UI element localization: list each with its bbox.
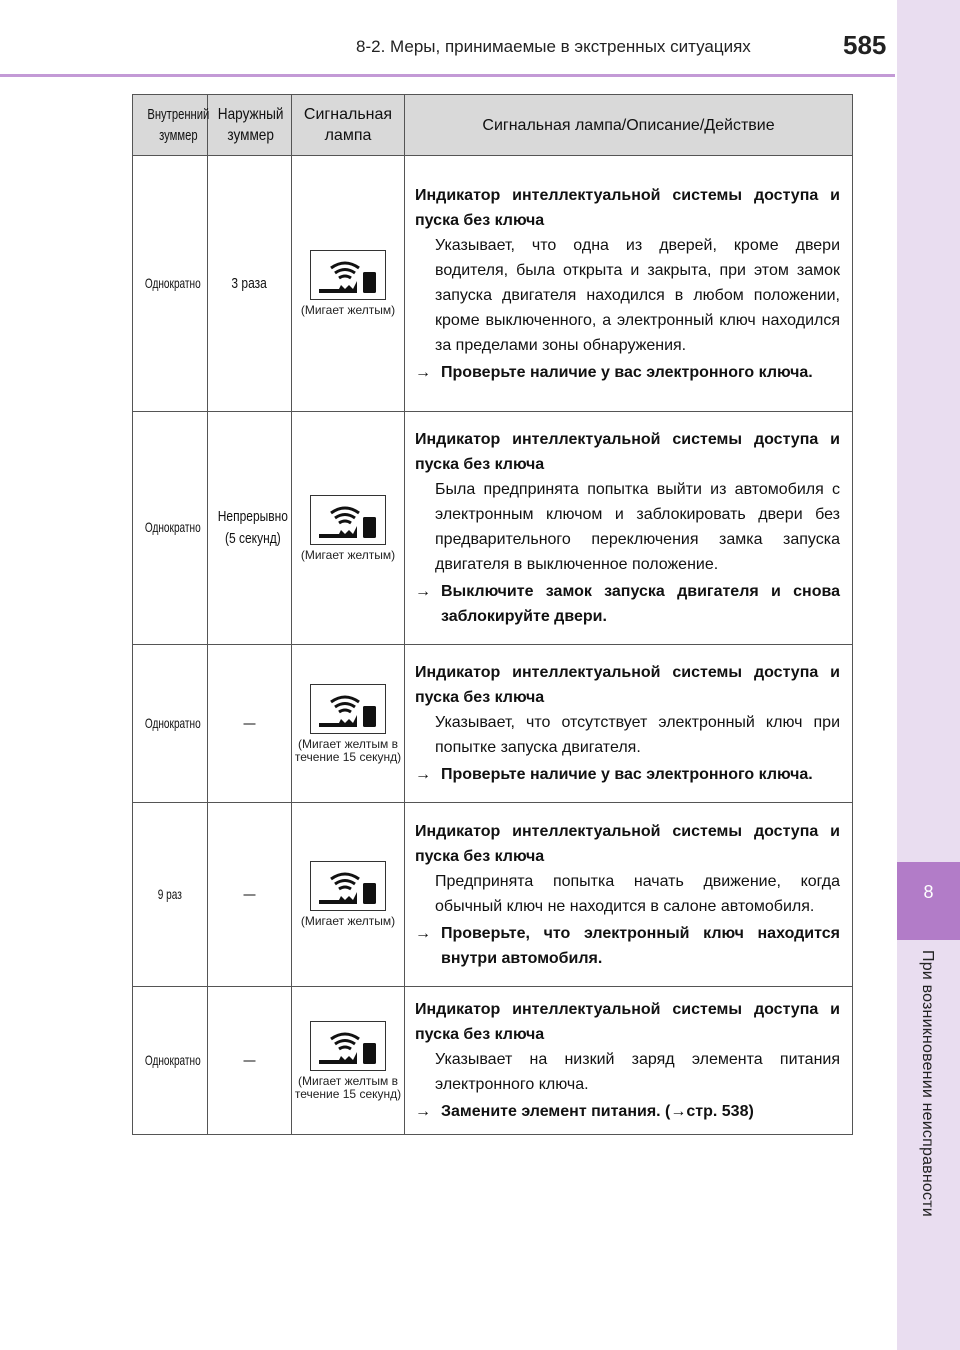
indicator-description: Указывает, что одна из дверей, кроме двери водителя, была открыта и закрыта, при этом замок запуска двигателя находился в любом положении, кроме выключенного, а электронный ключ находился за пределами зоны обнаружения. xyxy=(435,236,840,354)
description-cell xyxy=(405,156,853,412)
lamp-note: (Мигает желтым в течение 15 секунд) xyxy=(294,736,402,764)
inner-buzzer-cell: 9 раз xyxy=(133,803,208,987)
arrow-right-icon: → xyxy=(415,1103,431,1120)
lamp-cell xyxy=(292,987,405,1135)
inner-buzzer-cell: Однократно xyxy=(133,645,208,803)
indicator-description: Указывает, что отсутствует электронный ключ при попытке запуска двигателя. xyxy=(435,714,840,756)
arrow-right-icon: → xyxy=(415,363,431,381)
inner-buzzer-cell: Однократно xyxy=(133,987,208,1135)
indicator-action: → Проверьте наличие у вас электронного ключа. xyxy=(415,762,840,787)
arrow-right-icon: → xyxy=(415,583,431,600)
indicator-title: Индикатор интеллектуальной системы доступа и пуска без ключа xyxy=(415,822,840,865)
col-description: Сигнальная лампа/Описание/Действие xyxy=(405,95,853,156)
section-title: 8-2. Меры, принимаемые в экстренных ситуациях xyxy=(356,37,751,56)
indicator-action: → Проверьте, что электронный ключ находится внутри автомобиля. xyxy=(415,921,840,971)
indicator-action: → Проверьте наличие у вас электронного ключа. xyxy=(415,360,840,385)
indicator-action: → Выключите замок запуска двигателя и снова заблокируйте двери. xyxy=(415,579,840,629)
indicator-title: Индикатор интеллектуальной системы доступа и пуска без ключа xyxy=(415,664,840,706)
lamp-note: (Мигает желтым в течение 15 секунд) xyxy=(294,1073,402,1101)
smart-key-indicator-icon xyxy=(310,1021,386,1071)
lamp-note: (Мигает желтым) xyxy=(300,303,396,317)
outer-buzzer-cell: 3 раза xyxy=(208,156,292,412)
inner-buzzer-cell: Однократно xyxy=(133,156,208,412)
arrow-right-icon: → xyxy=(415,766,431,783)
col-inner-buzzer: Внутренний зуммер xyxy=(133,95,208,156)
header-divider xyxy=(0,74,895,77)
lamp-cell xyxy=(292,645,405,803)
smart-key-indicator-icon xyxy=(310,861,386,911)
indicator-description: Указывает на низкий заряд элемента питания электронного ключа. xyxy=(435,1051,840,1093)
table-row xyxy=(133,645,853,803)
smart-key-indicator-icon xyxy=(310,684,386,734)
chapter-title: При возникновении неисправности xyxy=(919,950,936,1217)
indicator-title: Индикатор интеллектуальной системы доступа и пуска без ключа xyxy=(415,186,840,229)
lamp-note: (Мигает желтым) xyxy=(300,914,396,928)
description-cell xyxy=(405,645,853,803)
outer-buzzer-cell: — xyxy=(208,803,292,987)
table-row xyxy=(133,803,853,987)
description-cell xyxy=(405,412,853,645)
table-row xyxy=(133,156,853,412)
description-cell xyxy=(405,987,853,1135)
indicator-title: Индикатор интеллектуальной системы доступа и пуска без ключа xyxy=(415,1001,840,1043)
indicator-description: Предпринята попытка начать движение, когда обычный ключ не находится в салоне автомобиля. xyxy=(435,872,840,915)
warning-table xyxy=(132,94,853,1135)
table-row xyxy=(133,412,853,645)
table-header-row xyxy=(133,95,853,156)
col-lamp: Сигнальная лампа xyxy=(292,95,405,156)
lamp-note: (Мигает желтым) xyxy=(300,547,396,562)
table-row xyxy=(133,987,853,1135)
smart-key-indicator-icon xyxy=(310,250,386,300)
chapter-number: 8 xyxy=(897,862,960,940)
inner-buzzer-cell: Однократно xyxy=(133,412,208,645)
page-number: 585 xyxy=(843,30,887,60)
col-outer-buzzer: Наружный зуммер xyxy=(208,95,292,156)
lamp-cell xyxy=(292,412,405,645)
smart-key-indicator-icon xyxy=(310,495,386,545)
indicator-title: Индикатор интеллектуальной системы доступа и пуска без ключа xyxy=(415,431,840,473)
indicator-action: → Замените элемент питания. (→стр. 538) xyxy=(415,1099,840,1124)
outer-buzzer-cell: — xyxy=(208,645,292,803)
indicator-description: Была предпринята попытка выйти из автомобиля с электронным ключом и заблокировать двери без предварительного переключения замка запуска двигателя в выключенное положение. xyxy=(435,481,840,573)
description-cell xyxy=(405,803,853,987)
arrow-right-icon: → xyxy=(415,924,431,942)
lamp-cell xyxy=(292,803,405,987)
outer-buzzer-cell: — xyxy=(208,987,292,1135)
lamp-cell xyxy=(292,156,405,412)
outer-buzzer-cell: Непрерывно (5 секунд) xyxy=(208,412,292,645)
